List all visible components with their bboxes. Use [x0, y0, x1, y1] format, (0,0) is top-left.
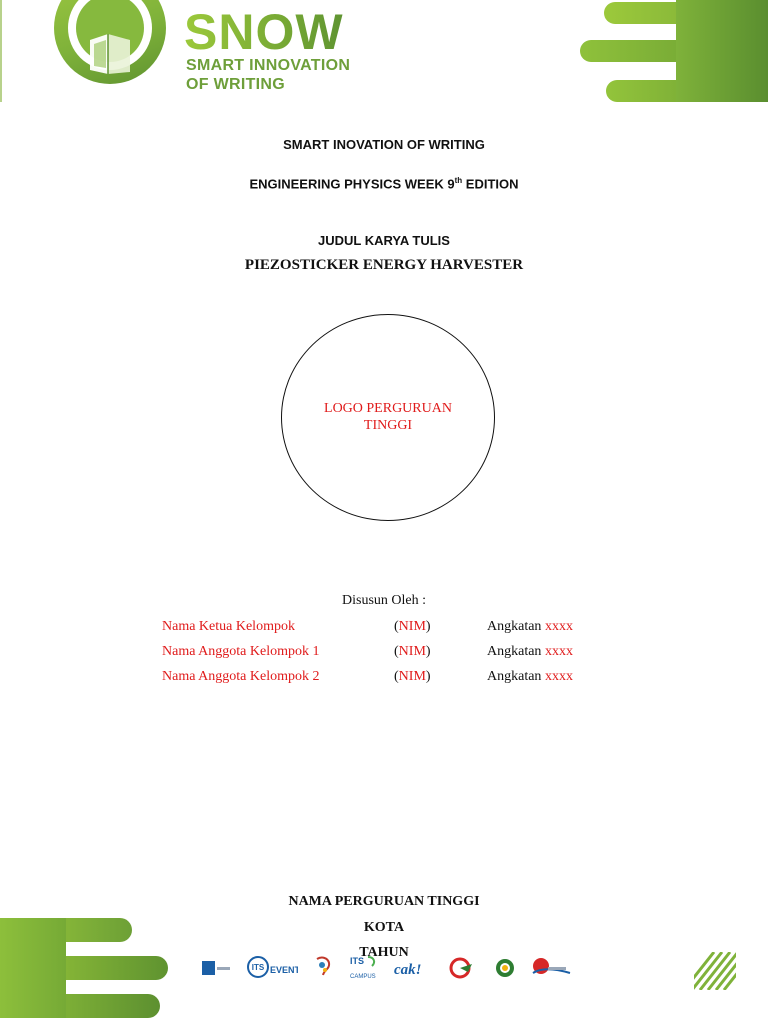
hatch-decor-icon — [694, 952, 736, 990]
member-nim: (NIM) — [394, 619, 431, 634]
cak-logo — [392, 954, 428, 980]
judul-label: JUDUL KARYA TULIS — [318, 233, 450, 248]
member-row — [0, 668, 768, 686]
svg-text:ITS: ITS — [350, 956, 365, 966]
svg-text:EVENT: EVENT — [270, 965, 298, 975]
member-row — [0, 643, 768, 661]
member-row — [0, 618, 768, 636]
garuda-logo — [448, 956, 476, 980]
header-left-strip — [0, 0, 2, 102]
city-name: KOTA — [363, 920, 405, 935]
member-name: Nama Anggota Kelompok 1 — [162, 644, 320, 659]
edition-line — [0, 176, 768, 191]
brand-title: SNOW — [184, 4, 344, 60]
member-name: Nama Ketua Kelompok — [162, 619, 295, 634]
crest-logo — [494, 957, 516, 979]
member-nim: (NIM) — [394, 644, 431, 659]
decor-block-top — [676, 0, 768, 102]
edition-prefix: ENGINEERING PHYSICS WEEK 9 — [249, 176, 455, 192]
edition-sup: th — [454, 176, 463, 185]
member-name: Nama Anggota Kelompok 2 — [162, 669, 320, 684]
logo-placeholder-line-2: TINGGI — [363, 418, 413, 433]
logo-placeholder-line-1: LOGO PERGURUAN — [324, 401, 452, 416]
its-eco-campus-logo — [348, 954, 382, 982]
its-logo — [200, 958, 232, 978]
decor-bottom-strip — [0, 1018, 768, 1024]
member-angkatan: Angkatan xxxx — [487, 619, 573, 634]
sailor-logo — [530, 955, 572, 981]
logo-placeholder-text — [281, 400, 495, 434]
decor-block-bottom-left — [0, 918, 66, 1024]
brand-tagline-2: OF WRITING — [186, 76, 285, 93]
member-nim: (NIM) — [394, 669, 431, 684]
member-angkatan: Angkatan xxxx — [487, 669, 573, 684]
disusun-label: Disusun Oleh : — [342, 593, 426, 608]
svg-text:cak!: cak! — [394, 962, 422, 978]
document-title: SMART INOVATION OF WRITING — [283, 137, 485, 152]
svg-text:CAMPUS: CAMPUS — [350, 974, 376, 980]
institution-name: NAMA PERGURUAN TINGGI — [288, 894, 480, 909]
year-text: TAHUN — [359, 945, 409, 960]
edition-suffix: EDITION — [462, 176, 519, 192]
seal-logo — [314, 956, 332, 978]
member-angkatan: Angkatan xxxx — [487, 644, 573, 659]
judul-value: PIEZOSTICKER ENERGY HARVESTER — [244, 257, 524, 273]
brand-tagline-1: SMART INNOVATION — [186, 57, 351, 74]
its-event-logo — [246, 954, 298, 980]
book-icon — [84, 30, 136, 78]
svg-text:ITS: ITS — [251, 963, 265, 972]
